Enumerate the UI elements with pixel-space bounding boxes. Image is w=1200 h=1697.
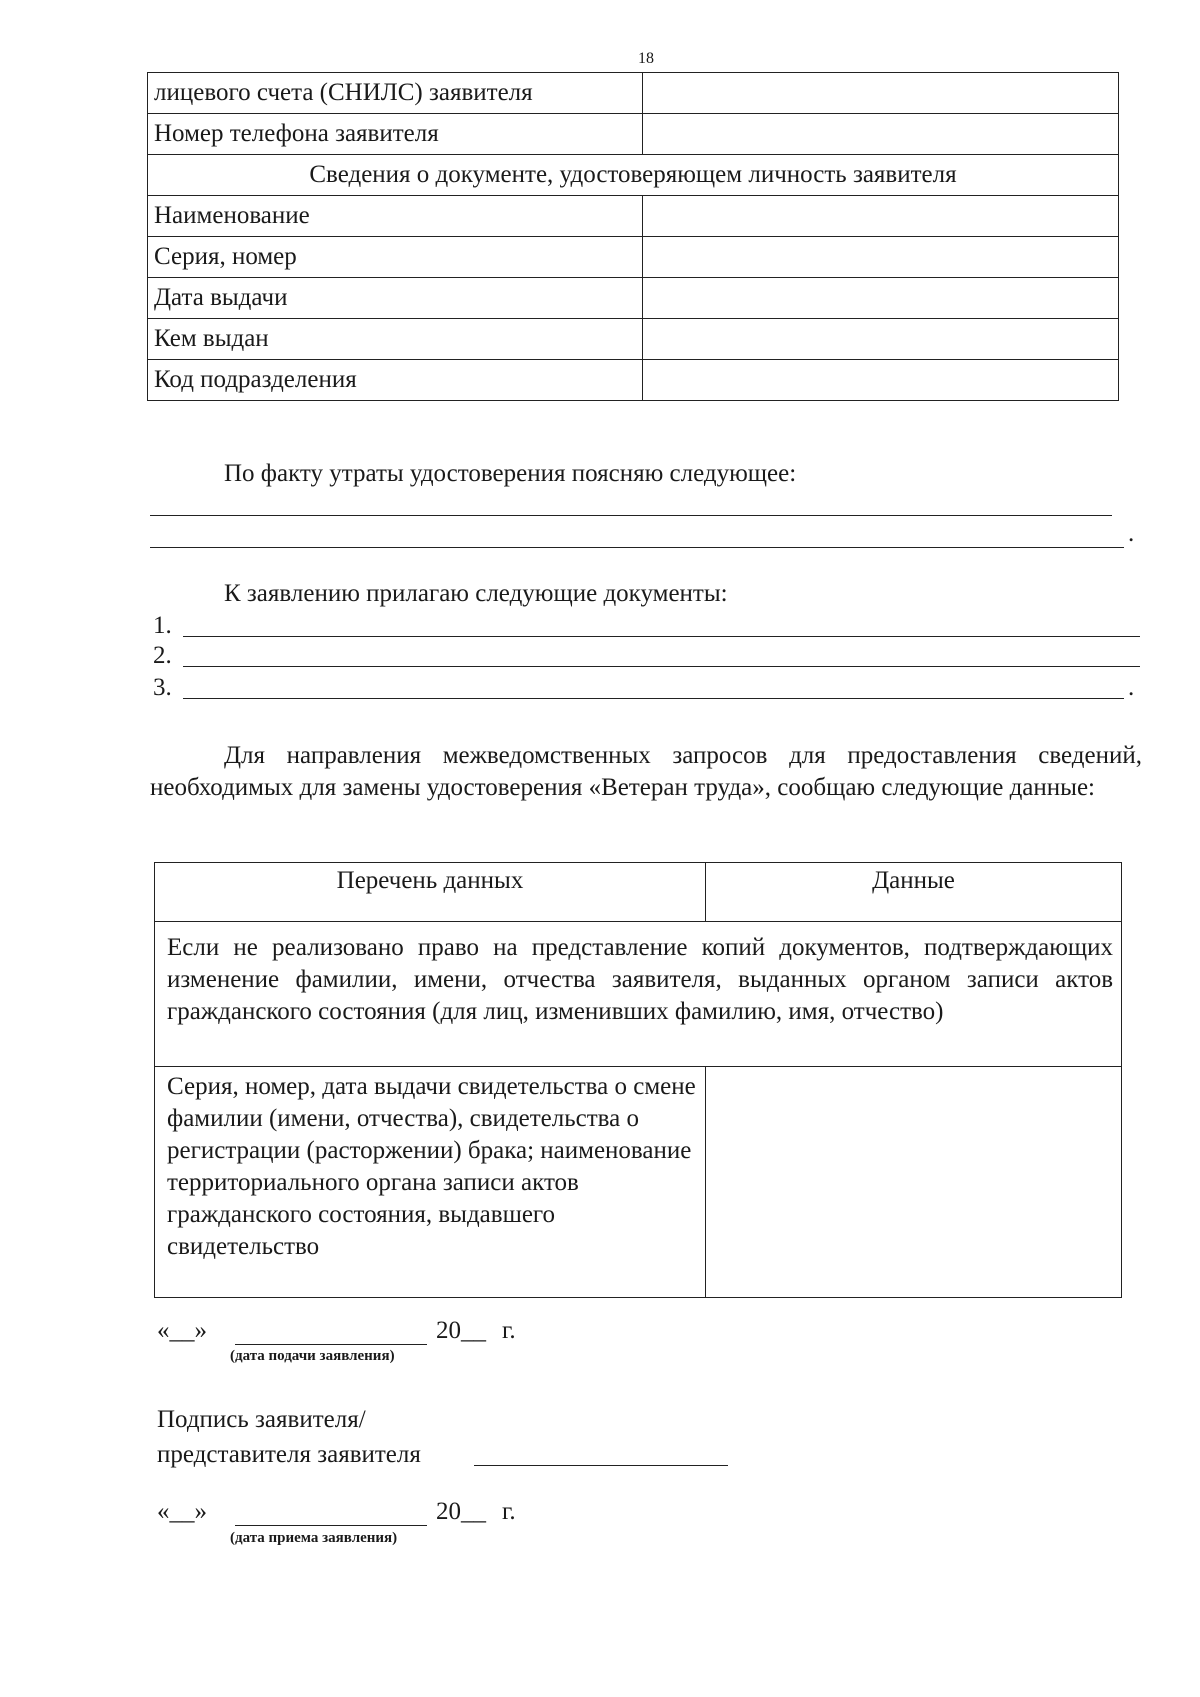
year-suffix: г. xyxy=(502,1498,516,1525)
submission-month-line[interactable] xyxy=(235,1344,427,1345)
interagency-text: Для направления межведомственных запросов для предоставления сведений, необходимых для замены удостоверения «Ветеран труда», сообщаю следующие данные: xyxy=(150,742,1142,801)
submission-date xyxy=(157,1317,207,1345)
acceptance-date xyxy=(157,1498,207,1526)
attachment-number: 2. xyxy=(153,642,172,669)
table-row xyxy=(148,155,1119,196)
row-label: Наименование xyxy=(148,196,643,237)
end-dot: . xyxy=(1128,674,1135,701)
loss-explanation-text: По факту утраты удостоверения поясняю следующее: xyxy=(224,460,797,487)
table-row xyxy=(148,196,1119,237)
data-table xyxy=(154,862,1122,1298)
row-label: Дата выдачи xyxy=(148,278,643,319)
explanation-line-1[interactable] xyxy=(150,515,1112,516)
table-row xyxy=(155,922,1122,1067)
doc-date-field[interactable] xyxy=(643,278,1119,319)
table-row xyxy=(148,73,1119,114)
condition-row: Если не реализовано право на представление копий документов, подтверждающих изменение фамилии, имени, отчества заявителя, выданных органом записи актов гражданского состояния (для лиц, изменивших фамилию, имя, отчество) xyxy=(155,922,1122,1067)
row-label: Номер телефона заявителя xyxy=(148,114,643,155)
table-row xyxy=(148,360,1119,401)
submission-date-caption: (дата подачи заявления) xyxy=(230,1348,395,1364)
doc-series-field[interactable] xyxy=(643,237,1119,278)
table-row xyxy=(148,319,1119,360)
attachment-line-2[interactable] xyxy=(183,666,1140,667)
year-suffix: г. xyxy=(502,1317,516,1344)
row-label: лицевого счета (СНИЛС) заявителя xyxy=(148,73,643,114)
explanation-line-2[interactable] xyxy=(150,547,1124,548)
attachment-line-1[interactable] xyxy=(183,636,1140,637)
signature-label-1: Подпись заявителя/ xyxy=(157,1406,366,1433)
acceptance-year[interactable]: 20__ xyxy=(436,1498,486,1525)
phone-field[interactable] xyxy=(643,114,1119,155)
signature-label-2: представителя заявителя xyxy=(157,1441,421,1468)
attachment-number: 1. xyxy=(153,612,172,639)
doc-issuer-field[interactable] xyxy=(643,319,1119,360)
column-header: Перечень данных xyxy=(155,863,706,922)
section-header: Сведения о документе, удостоверяющем личность заявителя xyxy=(148,155,1119,196)
table-row xyxy=(148,114,1119,155)
attachment-number: 3. xyxy=(153,674,172,701)
acceptance-month-line[interactable] xyxy=(235,1525,427,1526)
submission-year[interactable]: 20__ xyxy=(436,1317,486,1344)
table-row xyxy=(148,278,1119,319)
certificate-data-field[interactable] xyxy=(706,1067,1122,1298)
row-label: Код подразделения xyxy=(148,360,643,401)
row-label: Кем выдан xyxy=(148,319,643,360)
applicant-table xyxy=(147,72,1119,401)
attachment-line-3[interactable] xyxy=(183,698,1124,699)
day-field[interactable]: «__» xyxy=(157,1317,207,1344)
snils-field[interactable] xyxy=(643,73,1119,114)
signature-line[interactable] xyxy=(474,1465,728,1466)
column-header: Данные xyxy=(706,863,1122,922)
attachments-text: К заявлению прилагаю следующие документы: xyxy=(224,580,728,607)
table-row xyxy=(148,237,1119,278)
acceptance-date-caption: (дата приема заявления) xyxy=(230,1530,398,1546)
row-label: Серия, номер xyxy=(148,237,643,278)
table-row xyxy=(155,863,1122,922)
table-row xyxy=(155,1067,1122,1298)
doc-code-field[interactable] xyxy=(643,360,1119,401)
row-label: Серия, номер, дата выдачи свидетельства о смене фамилии (имени, отчества), свидетельства о регистрации (расторжении) брака; наименование территориального органа записи актов гражданского состояния, выдавшего свидетельство xyxy=(155,1067,706,1298)
day-field[interactable]: «__» xyxy=(157,1498,207,1525)
end-dot: . xyxy=(1128,520,1135,547)
doc-name-field[interactable] xyxy=(643,196,1119,237)
page-number: 18 xyxy=(638,50,654,67)
